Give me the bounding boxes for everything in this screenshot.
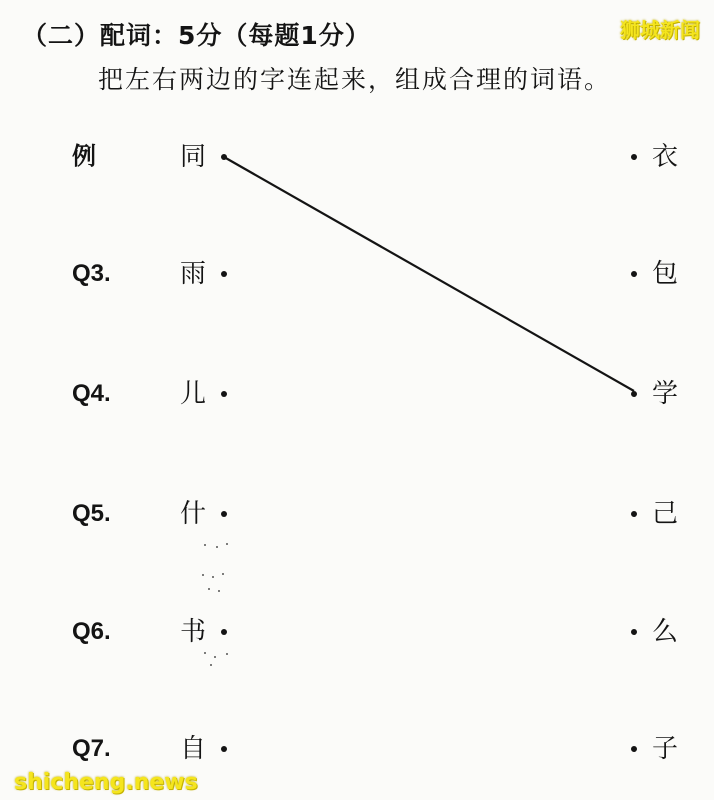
- right-character: 衣: [652, 142, 679, 172]
- left-dot[interactable]: [221, 746, 227, 752]
- eraser-specks: [198, 540, 238, 670]
- right-character: 学: [652, 379, 679, 409]
- left-character: 雨: [180, 259, 207, 289]
- question-row-q4: [0, 374, 714, 414]
- row-label: Q3.: [72, 260, 111, 287]
- question-row-q7: [0, 729, 714, 769]
- right-dot[interactable]: [631, 629, 637, 635]
- right-dot[interactable]: [631, 154, 637, 160]
- row-label: 例: [72, 143, 96, 170]
- left-dot[interactable]: [221, 271, 227, 277]
- row-label: Q4.: [72, 380, 111, 407]
- right-dot[interactable]: [631, 391, 637, 397]
- question-row-q5: [0, 494, 714, 534]
- left-dot[interactable]: [221, 154, 227, 160]
- right-dot[interactable]: [631, 511, 637, 517]
- left-character: 同: [180, 142, 207, 172]
- right-character: 包: [652, 259, 679, 289]
- row-label: Q5.: [72, 500, 111, 527]
- question-row-q3: [0, 254, 714, 294]
- left-dot[interactable]: [221, 511, 227, 517]
- row-label: Q6.: [72, 618, 111, 645]
- left-character: 自: [180, 734, 207, 764]
- left-dot[interactable]: [221, 391, 227, 397]
- row-label: Q7.: [72, 735, 111, 762]
- left-character: 什: [180, 499, 207, 529]
- section-heading: （二）配词：5分（每题1分）: [22, 21, 371, 50]
- example-row: [0, 137, 714, 177]
- right-character: 么: [652, 617, 679, 647]
- right-dot[interactable]: [631, 746, 637, 752]
- left-character: 书: [180, 617, 207, 647]
- right-dot[interactable]: [631, 271, 637, 277]
- instruction-text: 把左右两边的字连起来，组成合理的词语。: [98, 65, 612, 94]
- question-row-q6: [0, 612, 714, 652]
- right-character: 己: [652, 499, 679, 529]
- left-character: 儿: [180, 379, 207, 409]
- brand-logo: 狮城新闻: [620, 18, 700, 42]
- right-character: 子: [652, 734, 679, 764]
- watermark-text: shicheng.news: [14, 770, 198, 795]
